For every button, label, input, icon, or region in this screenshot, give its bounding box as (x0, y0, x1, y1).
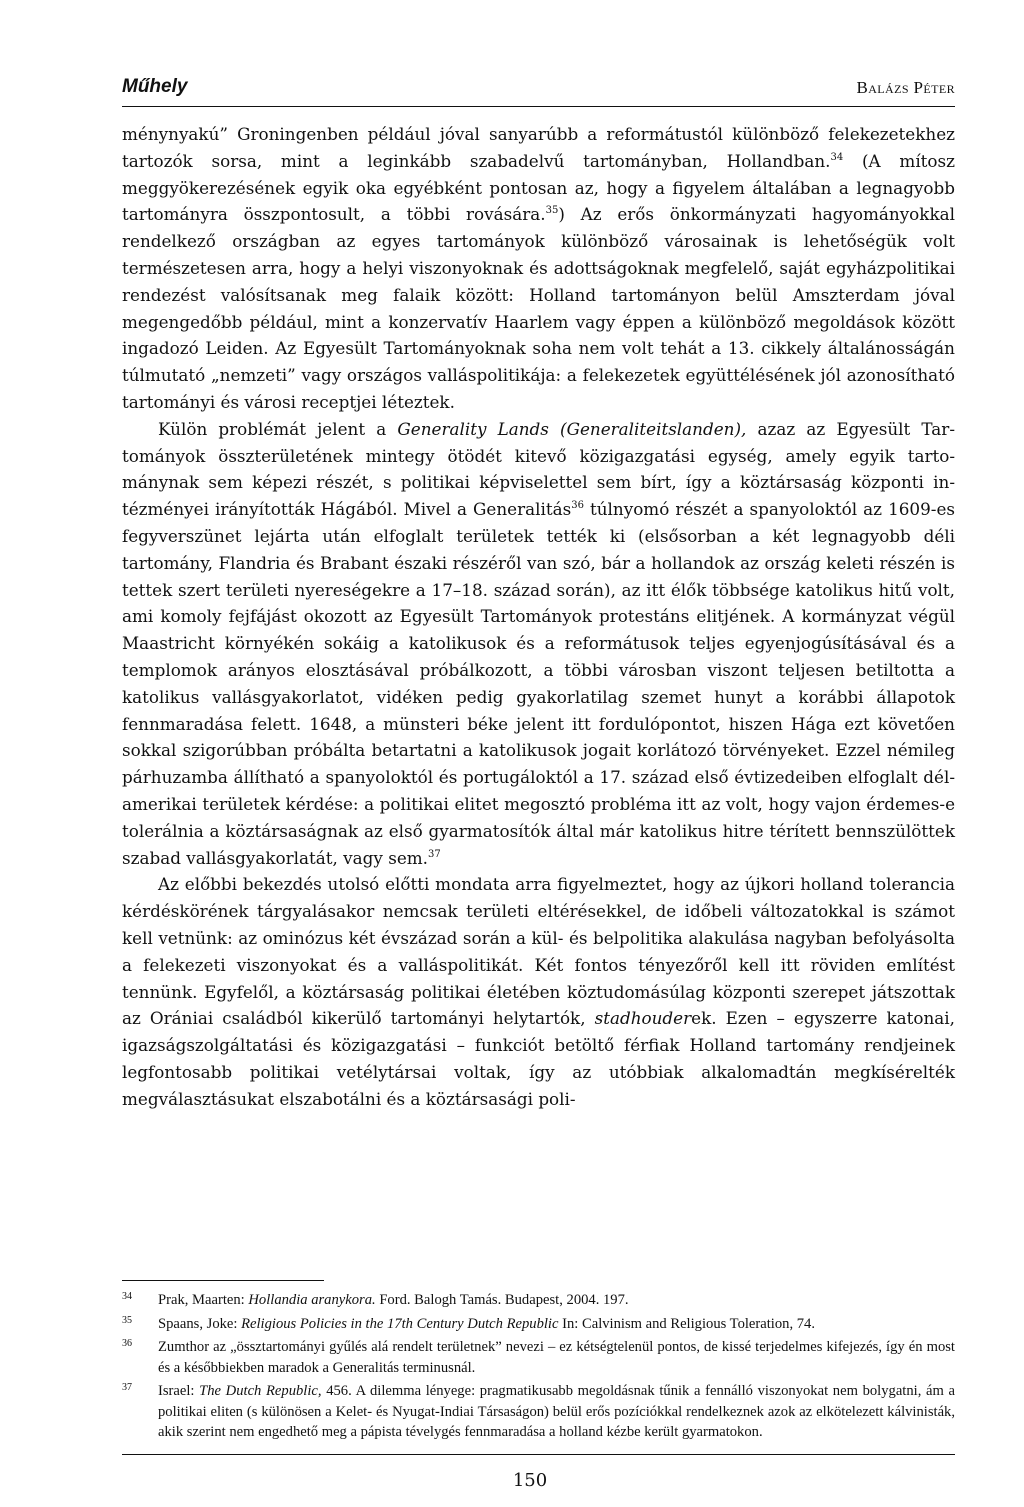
text-run: Az előbbi bekezdés utolsó előtti mondata arra figyelmeztet, hogy az újkori holland tolerancia kérdéskörének tárgyalásakor nemcsak területi eltérésekkel, de időbeli változatokkal is számot kell vetnünk: az ominózus két évszázad során a kül- és belpolitika alakulása nagyban befolyásolta a felekezeti viszonyokat és a valláspolitikát. Két fontos tényezőről kell itt röviden említést tennünk. Egyfelől, a köztársaság politikai életében köztudomásúlag központi szerepet játszottak az Orániai családból kikerülő tartományi helytartók, (122, 874, 955, 1029)
text-run: Ford. Balogh Tamás. Budapest, 2004. 197. (375, 1292, 629, 1308)
text-run: ) Az erős önkormányzati hagyományokkal rendelkező országban az egyes tartományok különböző városainak is lehetőségük volt természetesen arra, hogy a helyi viszonyoknak és adottságoknak megfelelő, saját egyházpolitikai rendezést valósítsanak meg falaik között: Holland tartományon belül Amszterdam jóval megengedőbb például, mint a konzervatív Haarlem vagy éppen a különböző megoldások között ingadozó Leiden. Az Egyesült Tartományoknak soha nem volt tehát a 13. cikkely általánosságán túlmutató „nemzeti” vagy országos valláspolitikája: a felekezetek együttélésének jól azonosítható tartományi és városi receptjei léteztek. (122, 204, 955, 412)
italic-text: The Dutch Republic, (199, 1383, 322, 1399)
footnote-number: 37 (122, 1382, 132, 1393)
paragraph (122, 121, 955, 416)
footnote-number: 35 (122, 1314, 132, 1326)
text-run: Spaans, Joke: (158, 1315, 242, 1332)
footnote (122, 1290, 955, 1311)
section-label: Műhely (122, 76, 188, 97)
text-run: azaz az Egyesült Tartományok összterületének mintegy ötödét kitevő közigazgatási egység, amely egyik tartománynak sem képezi részét, s politikai képviselettel sem bírt, így a köztársaság központi intézményei irányították Hágából. Mivel a Generalitás (122, 418, 955, 520)
text-run: Zumthor az „össztartományi gyűlés alá rendelt területnek” nevezi – ez kétségtelenül pontos, de kissé terjedelmes kifejezés, így én most és a későbbiekben maradok a Generalitás terminusnál. (158, 1339, 955, 1376)
italic-text: Generality Lands (Generaliteitslanden), (397, 418, 747, 439)
italic-text: Religious Policies in the 17th Century Dutch Republic (241, 1315, 559, 1332)
text-run: Külön problémát jelent a (158, 418, 398, 439)
footnote-text (158, 1316, 815, 1332)
text-run: In: Calvinism and Religious Toleration, 74. (558, 1315, 815, 1332)
footnotes (122, 1290, 955, 1446)
footnote (122, 1381, 955, 1443)
author-label: Balázs Péter (856, 78, 955, 97)
text-run: Prak, Maarten: (158, 1292, 249, 1308)
footnote (122, 1314, 955, 1335)
footnote-ref: 37 (428, 848, 441, 860)
text-run: ménynyakú” Groningenben például jóval sanyarúbb a reformátustól különböző felekezetekhez tartozók sorsa, mint a leginkább szabadelvű tartományban, Hollandban. (122, 124, 955, 171)
footnote-number: 36 (122, 1338, 132, 1349)
italic-text: Hollandia aranykora. (248, 1292, 376, 1308)
text-run: Israel: (158, 1383, 200, 1399)
bottom-rule (122, 1454, 955, 1455)
running-header (122, 72, 955, 107)
page-number: 150 (512, 1470, 548, 1491)
text-run: 456. A dilemma lényege: pragmatikusabb megoldásnak tűnik a fennálló viszonyokat nem bolygatni, ám a politikai eliten (s különösen a Kelet- és Nyugat-Indiai Társaságon) belül erős pozíciókkal rendelkeznek azok az elkötelezett kálvinisták, akik szerint nem engedhető meg a pápista tévelygés fennmaradása a holland kézbe került gyarmatokon. (158, 1383, 955, 1440)
paragraph (122, 871, 955, 1112)
body-text (122, 121, 955, 1112)
text-run: túlnyomó részét a spanyoloktól az 1609-es fegyverszünet lejárta után elfoglalt területek tették ki (elsősorban a két legnagyobb déli tartomány, Flandria és Brabant északi részéről van szó, bár a hollandok az ország keleti részén is tettek szert területi nyereségekre a 17–18. század során), az itt élők többsége katolikus hitű volt, ami komoly fejfájást okozott az Egyesült Tartományok protestáns elitjének. A kormányzat végül Maastricht környékén sokáig a katolikusok és a reformátusok teljes egyenjogúsításával és a templomok arányos elosztásával próbálkozott, a többi városban viszont teljesen betiltotta a katolikus vallásgyakorlatot, vidéken pedig gyakorlatilag szemet hunyt a korábbi állapotok fennmaradása felett. 1648, a münsteri béke jelent itt fordulópontot, hiszen Hága ezt követően sokkal szigorúbban próbálta betartatni a katolikusok jogait korlátozó törvényeket. Ezzel némileg párhuzamba állítható a spanyoloktól és portugáloktól a 17. század első évtizedeiben elfoglalt dél-amerikai területek kérdése: a politikai elitet megosztó probléma itt az volt, hogy vajon érdemes-e tolerálnia a köztársaságnak az első gyarmatosítók által már katolikus hitre térített bennszülöttek szabad vallásgyakorlatát, vagy sem. (122, 499, 955, 868)
footnote-text (158, 1383, 955, 1440)
paragraph (122, 416, 955, 872)
footnote-separator (122, 1280, 324, 1281)
footnote-ref: 34 (830, 151, 844, 163)
text-run: ek. Ezen – egyszerre katonai, igazságszolgáltatási és közigazgatási – funkciót betöltő férfiak Holland tartomány rendjeinek legfontosabb politikai vetélytársai voltak, így az utóbbiak alkalomadtán megkísérelték megválasztásukat elszabotálni és a köztársasági poli- (122, 1008, 956, 1109)
footnote-number: 34 (122, 1291, 132, 1302)
footnote-text (158, 1339, 955, 1376)
footnote-ref: 35 (545, 205, 559, 217)
footnote-ref: 36 (571, 500, 584, 512)
footnote-text (158, 1292, 629, 1308)
footnote (122, 1337, 955, 1378)
text-run: (A mítosz meggyökerezésének egyik oka egyébként pontosan az, hogy a figyelem általában a legnagyobb tartományra összpontosult, a többi rovására. (122, 150, 955, 225)
italic-text: stadhouder (594, 1008, 692, 1029)
